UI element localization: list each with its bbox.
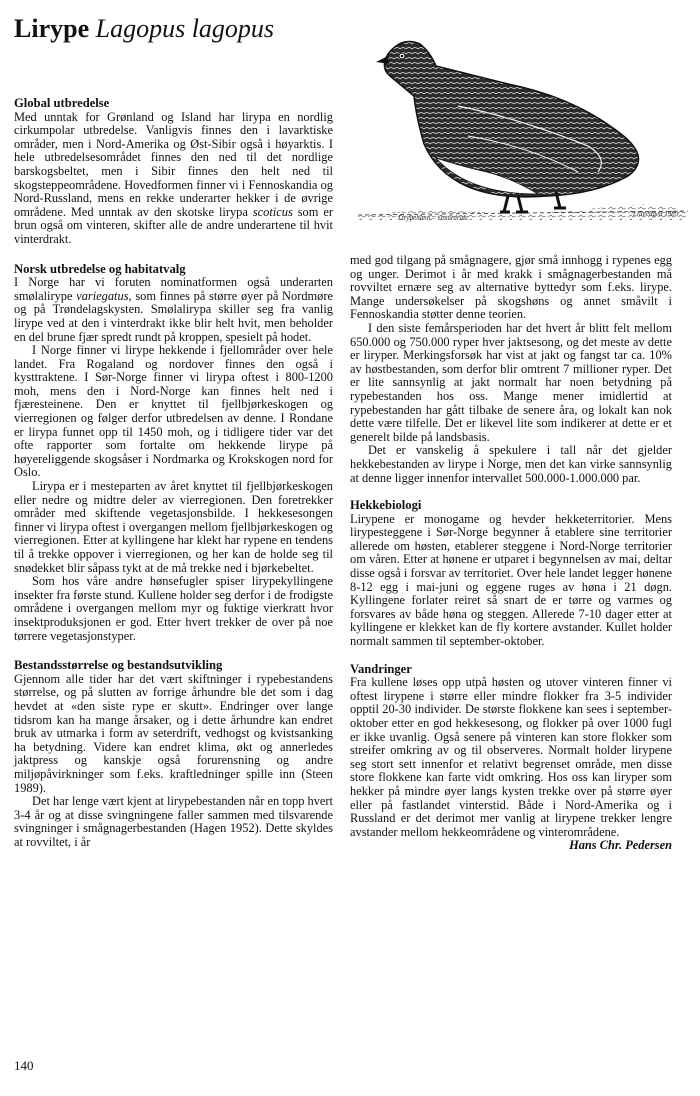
species-common-name: Lirype — [14, 14, 90, 43]
section-heading-norsk: Norsk utbredelse og habitatvalg — [14, 261, 186, 276]
left-column — [14, 97, 333, 849]
paragraph: I Norge finner vi lirype hekkende i fjellområder over hele landet. Fra Rogaland og nordover finnes den også i kysttraktene. I Sør-Norge finner vi lirypa oftest i 800-1200 moh, mens den i Nord-Norge kan finnes helt ned i fjæresteinene. Den er knyttet til fjellbjørkeskogen og vierregionen og følger derfor utbredelsen av denne. I Rondane er lirypa funnet opp til 1450 moh, og i tidligere tider var det ofte rapporter som fortalte om hekkende lirype på høyereliggende skogsåser i Nordmarka og Krokskogen nord for Oslo. — [14, 343, 333, 480]
author-signature: Hans Chr. Pedersen — [569, 838, 672, 853]
section-heading-hekke: Hekkebiologi — [350, 498, 422, 513]
page-number: 140 — [14, 1058, 34, 1073]
figure-credit: Lilleengen 1989 — [633, 210, 679, 218]
willow-ptarmigan-illustration — [358, 26, 688, 226]
paragraph: Med unntak for Grønland og Island har lirypa en nordlig cirkumpolar utbredelse. Vanligvis finnes den i lavarktiske områder, men i Nord-Amerika og Øst-Sibir også i høyarktis. I hele utbredelsesområdet finnes den ned til det nordlige barskogsbeltet, men i Sibir finnes den helt ned til skogsteppeområdene. Hovedformen finner vi i Fennoskandia og Nord-Russland, mens en rekke underarter hekker i de øvrige områdene. Med unntak av den skotske lirypa scoticus som er brun også om vinteren, skifter alle de andre underartene til hvit vinterdrakt. — [14, 109, 333, 246]
paragraph: Det er vanskelig å spekulere i tall når det gjelder hekkebestanden av lirype i Norge, men det kan virke sannsynlig at denne ligger innenfor intervallet 500.000-1.000.000 par. — [350, 443, 672, 485]
species-latin-name: Lagopus lagopus — [95, 14, 275, 43]
paragraph: med god tilgang på smågnagere, gjør små innhogg i rypenes egg og unger. Derimot i år med krakk i smågnagerbestanden må rovviltet ernære seg av alternative byttedyr som f.eks. lirype. Mange undersøkelser på skogshøns og annet småvilt i Fennoskandia støtter denne teorien. — [350, 253, 672, 322]
right-column — [350, 254, 672, 853]
paragraph: Lirypene er monogame og hevder hekketerritorier. Mens lirypesteggene i Sør-Norge begynner å etablere sine territorier allerede om høsten, etablerer steggene i Nord-Norge territorier om våren. Etter at hønene er utparet i begynnelsen av mai, deltar disse også i forsvar av territoriet. Over hele landet legger hønene 8-12 egg i mai-juni og eggene ruges av høna i 21 døgn. Kyllingene forlater reiret så snart de er tørre og varmes og forsvares av både høna og steggen. Allerede 7-10 dager etter at kyllingene er klekket kan de fly kortere avstander. Kullet holder normalt sammen til september-oktober. — [350, 511, 672, 649]
paragraph: Som hos våre andre hønsefugler spiser lirypekyllingene insekter fra første stund. Kullene holder seg derfor i de frodigste områdene i overgangen mellom myr og fuktige vierkratt hvor insektproduksjonen er god. Etter hvert trekker de over på noe tørrere vegetasjonstyper. — [14, 574, 333, 643]
paragraph: Lirypa er i mesteparten av året knyttet til fjellbjørkeskogen eller nedre og midtre deler av vierregionen. Den foretrekker områder med skiftende vegetasjonsbilde. I hekkesesongen finner vi lirypa oftest i overgangen mellom fjellbjørkeskogen og vierregionen. Etter at kyllingene har klekt har rypene en tendens til å trekke oppover i vierregionen, og her kan de holde seg til snødekket blir såpass tykt at de må trekke ned i bjørkebeltet. — [14, 479, 333, 575]
figure-caption: Lirypehann – vinterdrakt — [398, 214, 469, 222]
paragraph: I Norge har vi foruten nominatformen også underarten smølalirype variegatus, som finnes på større øyer på Nordmøre og på Trøndelagskysten. Smølalirypa skiller seg fra vanlig lirype ved at den i vinterdrakt ikke blir helt hvit, men beholder en del brune fjær spredt rundt på kroppen, spesielt på hodet. — [14, 275, 333, 344]
paragraph: Det har lenge vært kjent at lirypebestanden når en topp hvert 3-4 år og at disse svingningene faller sammen med tilsvarende svingninger i smågnagerbestanden (Hagen 1952). Dette skyldes at rovviltet, i år — [14, 794, 333, 849]
paragraph: Gjennom alle tider har det vært skiftninger i rypebestandens størrelse, og på slutten av forrige århundre ble det som i dag hevdet at «den siste rype er skutt». Endringer over lange tidsrom kan ha mange årsaker, og i dette århundre kan endret bruk av utmarka i form av seterdrift, vedhogst og kvistsanking ha betydning. Videre kan endret klima, økt og annerledes jaktpress og kanskje også forurensning og andre miljøpåvirkninger som f.eks. kraftledninger spille inn (Steen 1989). — [14, 671, 333, 795]
page-title — [14, 14, 274, 44]
section-heading-global: Global utbredelse — [14, 96, 110, 110]
section-heading-bestand: Bestandsstørrelse og bestandsutvikling — [14, 658, 223, 673]
paragraph: I den siste femårsperioden har det hvert år blitt felt mellom 650.000 og 750.000 ryper hver jaktsesong, og det meste av dette er liryper. Merkingsforsøk har vist at jakt og fangst tar ca. 10% av høstbestanden, som derfor blir omtrent 7 millioner ryper. Det er lite sannsynlig at jakt normalt har noen betydning på rypebestanden hos oss. Mange mener imidlertid at rypebestanden har gått tilbake de senere åra, og lokalt kan nok dette være tilfelle. Det er likevel lite som indikerer at dette er et generelt bilde på landsbasis. — [350, 320, 672, 444]
section-heading-vandr: Vandringer — [350, 661, 412, 676]
paragraph: Fra kullene løses opp utpå høsten og utover vinteren finner vi oftest lirypene i større eller mindre flokker fra 3-5 individer opptil 20-30 individer. De største flokkene kan sees i september-oktober etter en god hekkesesong, og flokker på over 1000 fugl er ikke uvanlig. Også senere på vinteren kan store flokker som streifer omkring av og til observeres. Normalt holder lirypene seg stort sett innenfor et relativt begrenset område, men disse store flokkene kan farte vidt omkring. Hos oss kan liryper som hekker på mindre øyer langs kysten trekke over på større øyer eller på fastlandet vinterstid. Både i Nord-Amerika og i Russland er det derimot mer vanlig at lirypene trekker lengre avstander mellom hekkeområdene og vinterområdene. — [350, 675, 672, 839]
